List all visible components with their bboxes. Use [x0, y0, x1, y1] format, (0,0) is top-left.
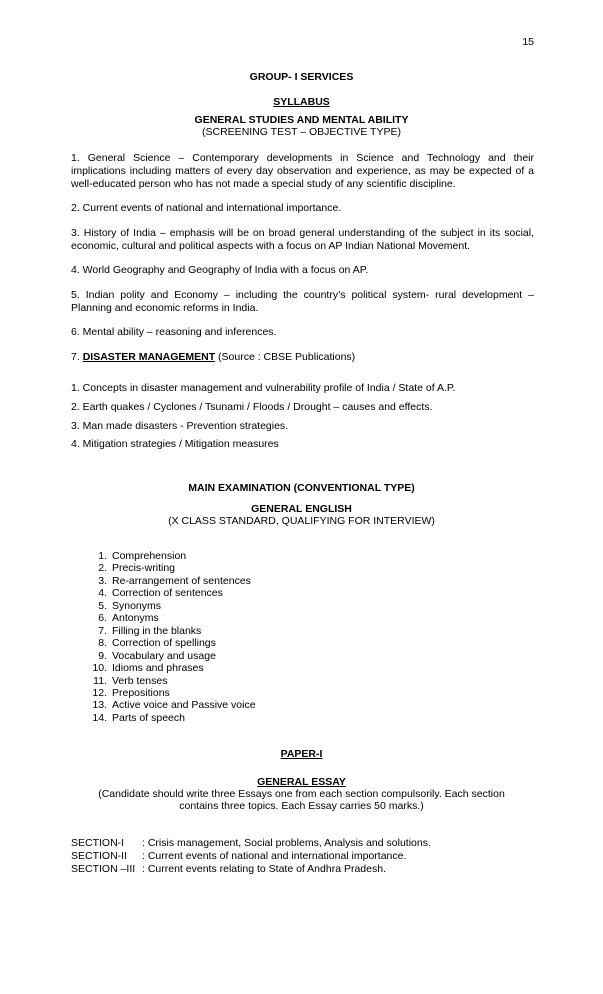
- disaster-source: (Source : CBSE Publications): [218, 351, 356, 363]
- topic-list: [89, 550, 256, 724]
- list-item: 1. Comprehension: [98, 550, 187, 562]
- essay-sections: [71, 837, 431, 876]
- list-item: 12. Prepositions: [92, 686, 170, 699]
- subject-heading: GENERAL STUDIES AND MENTAL ABILITY: [194, 114, 409, 126]
- list-item: 8. Correction of spellings: [98, 637, 216, 650]
- gs-item-5: 5. Indian polity and Economy – including the country’s political system- rural development – Planning and economic reforms in India.: [71, 289, 534, 314]
- gs-item-3: 3. History of India – emphasis will be on broad general understanding of the subject in its social, economic, cultural and political aspects with a focus on AP Indian National Movement.: [71, 227, 534, 252]
- list-item: 6. Antonyms: [98, 612, 159, 625]
- page-number: 15: [522, 36, 534, 48]
- gs-item-6: 6. Mental ability – reasoning and inferences.: [71, 326, 277, 338]
- general-essay-heading: GENERAL ESSAY: [257, 776, 346, 788]
- disaster-item-4: 4. Mitigation strategies / Mitigation measures: [71, 438, 279, 450]
- list-item: 13. Active voice and Passive voice: [92, 699, 256, 712]
- disaster-item-3: 3. Man made disasters - Prevention strategies.: [71, 420, 289, 432]
- list-item: 4. Correction of sentences: [98, 587, 223, 600]
- list-item: 10. Idioms and phrases: [92, 662, 204, 675]
- list-item: 2. Precis-writing: [98, 562, 176, 575]
- syllabus-heading: SYLLABUS: [273, 96, 330, 108]
- list-item: 7. Filling in the blanks: [98, 624, 202, 637]
- gs-item-2: 2. Current events of national and international importance.: [71, 202, 342, 214]
- list-item: 3. Re-arrangement of sentences: [98, 574, 251, 587]
- paper1-heading: PAPER-I: [280, 748, 323, 760]
- list-item: 9. Vocabulary and usage: [98, 649, 216, 662]
- disaster-item-2: 2. Earth quakes / Cyclones / Tsunami / Floods / Drought – causes and effects.: [71, 401, 433, 413]
- list-item: 5. Synonyms: [98, 599, 162, 612]
- section-row: SECTION-I : Crisis management, Social problems, Analysis and solutions.: [71, 837, 431, 849]
- list-item: 11. Verb tenses: [93, 674, 168, 687]
- essay-note-line-2: contains three topics. Each Essay carries 50 marks.): [179, 800, 424, 812]
- disaster-prefix: 7.: [71, 351, 80, 363]
- essay-note-line-1: (Candidate should write three Essays one from each section compulsorily. Each section: [98, 788, 505, 800]
- list-item: 14. Parts of speech: [92, 711, 185, 724]
- gs-item-1: 1. General Science – Contemporary developments in Science and Technology and their implications including matters of every day observation and experience, as may be expected of a well-educated person who has not made a special study of any scientific discipline.: [71, 152, 534, 190]
- gs-item-4: 4. World Geography and Geography of India with a focus on AP.: [71, 264, 369, 276]
- disaster-title: DISASTER MANAGEMENT: [82, 351, 216, 363]
- main-exam-heading: MAIN EXAMINATION (CONVENTIONAL TYPE): [188, 482, 415, 494]
- section-row: SECTION-II : Current events of national and international importance.: [71, 850, 407, 862]
- page-title: GROUP- I SERVICES: [249, 71, 354, 83]
- test-type: (SCREENING TEST – OBJECTIVE TYPE): [202, 126, 401, 138]
- general-english-heading: GENERAL ENGLISH: [251, 503, 352, 515]
- general-english-standard: (X CLASS STANDARD, QUALIFYING FOR INTERVIEW): [168, 515, 435, 527]
- section-row: SECTION –III : Current events relating to State of Andhra Pradesh.: [71, 863, 386, 875]
- disaster-heading: [71, 351, 534, 364]
- disaster-item-1: 1. Concepts in disaster management and vulnerability profile of India / State of A.P.: [71, 382, 456, 394]
